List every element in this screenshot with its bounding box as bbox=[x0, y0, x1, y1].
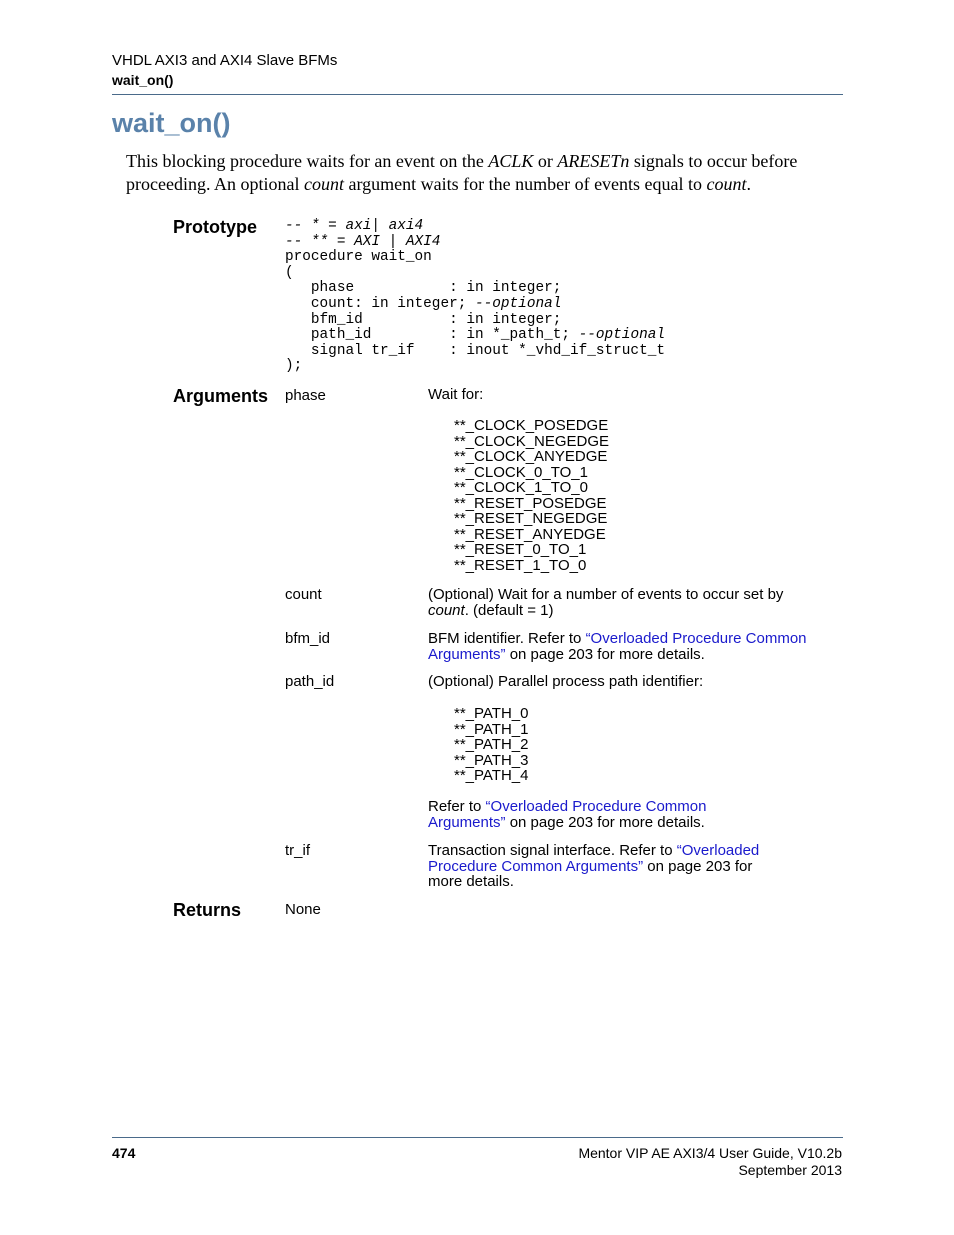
page-number: 474 bbox=[112, 1145, 136, 1161]
path-values-list bbox=[454, 706, 528, 784]
list-item: **_CLOCK_POSEDGE bbox=[454, 417, 609, 434]
list-item: **_PATH_0 bbox=[454, 705, 529, 722]
list-item: **_PATH_4 bbox=[454, 767, 529, 784]
list-item: **_RESET_NEGEDGE bbox=[454, 510, 608, 527]
prototype-label: Prototype bbox=[173, 217, 258, 237]
arg-phase-name: phase bbox=[285, 387, 326, 404]
list-item: **_RESET_1_TO_0 bbox=[454, 556, 587, 574]
arg-phase-desc: Wait for: bbox=[428, 386, 484, 403]
overloaded-args-link[interactable]: “Overloaded Procedure Common Arguments” bbox=[428, 630, 807, 663]
footer-rule bbox=[112, 1137, 843, 1138]
arg-count-name: count bbox=[285, 586, 322, 603]
prototype-code: -- * = axi| axi4 -- ** = AXI | AXI4 procedure wait_on ( phase : in integer; count: in integer; --optional bfm_id : in integer; path_id : in *_path_t; --optional signal tr_if : inout *_vhd_if_struct_t ); bbox=[285, 218, 665, 375]
footer-doc-title: Mentor VIP AE AXI3/4 User Guide, V10.2b bbox=[578, 1145, 842, 1161]
list-item: **_PATH_1 bbox=[454, 720, 529, 738]
header-rule bbox=[112, 94, 843, 95]
list-item: **_RESET_POSEDGE bbox=[454, 494, 607, 512]
overloaded-args-link[interactable]: “Overloaded Procedure Common Arguments” bbox=[428, 798, 707, 831]
list-item: **_RESET_0_TO_1 bbox=[454, 541, 587, 558]
arg-path-id-refer: Refer to “Overloaded Procedure Common Arguments” on page 203 for more details. bbox=[428, 798, 707, 831]
arg-path-id-name: path_id bbox=[285, 673, 335, 690]
arg-path-id-desc: (Optional) Parallel process path identifier: bbox=[428, 673, 704, 690]
returns-label: Returns bbox=[173, 900, 242, 920]
arg-bfm-id-desc: BFM identifier. Refer to “Overloaded Procedure Common Arguments” on page 203 for more details. bbox=[428, 630, 807, 663]
overloaded-args-link[interactable]: “Overloaded Procedure Common Arguments” bbox=[428, 842, 760, 875]
list-item: **_CLOCK_0_TO_1 bbox=[454, 463, 588, 481]
page-title: wait_on() bbox=[112, 108, 231, 138]
arg-tr-if-desc: Transaction signal interface. Refer to “Overloaded Procedure Common Arguments” on page 203 for more details. bbox=[428, 842, 760, 891]
list-item: **_CLOCK_NEGEDGE bbox=[454, 432, 610, 450]
footer-date: September 2013 bbox=[738, 1162, 842, 1178]
list-item: **_CLOCK_ANYEDGE bbox=[454, 448, 608, 465]
list-item: **_PATH_3 bbox=[454, 751, 529, 769]
intro-paragraph: This blocking procedure waits for an event on the ACLK or ARESETn signals to occur before proceeding. An optional count argument waits for the number of events equal to count. bbox=[126, 151, 798, 194]
phase-values-list bbox=[454, 418, 609, 573]
list-item: **_RESET_ANYEDGE bbox=[454, 525, 606, 543]
arg-tr-if-name: tr_if bbox=[285, 842, 311, 859]
list-item: **_CLOCK_1_TO_0 bbox=[454, 479, 588, 496]
list-item: **_PATH_2 bbox=[454, 736, 529, 753]
arg-bfm-id-name: bfm_id bbox=[285, 630, 331, 647]
footer-doc-info bbox=[578, 1145, 842, 1179]
running-header-chapter: VHDL AXI3 and AXI4 Slave BFMs bbox=[112, 52, 338, 69]
arg-count-desc: (Optional) Wait for a number of events to occur set by count. (default = 1) bbox=[428, 586, 784, 619]
returns-value: None bbox=[285, 901, 321, 918]
running-header-section: wait_on() bbox=[112, 72, 174, 88]
arguments-label: Arguments bbox=[173, 386, 269, 406]
